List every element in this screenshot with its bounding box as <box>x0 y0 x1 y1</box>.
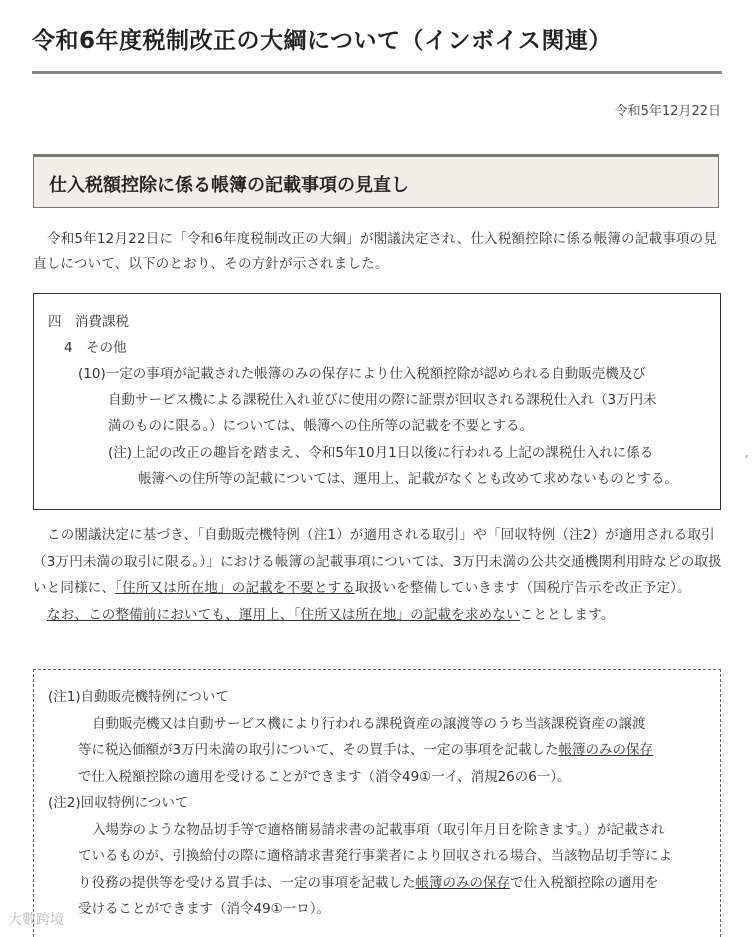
note-text: 等に税込価額が3万円未満の取引について、その買手は、一定の事項を記載した <box>78 742 559 758</box>
section-header <box>33 154 719 208</box>
explanation-body <box>33 522 723 628</box>
excerpt-line: 四 消費課税 <box>48 314 129 330</box>
note-text: り役務の提供等を受ける買手は、一定の事項を記載した <box>78 875 416 891</box>
note-line: で仕入税額控除の適用を受けることができます（消令49①一イ、消規26の6一）。 <box>78 769 571 785</box>
note-line <box>78 870 659 897</box>
tax-outline-excerpt <box>33 293 721 510</box>
note-line: ているものが、引換給付の際に適格請求書発行事業者により回収される場合、当該物品切手等によ <box>78 848 672 864</box>
excerpt-line: 4 その他 <box>64 340 127 356</box>
note-line: 自動販売機又は自動サービス機により行われる課税資産の譲渡等のうち当該課税資産の譲渡 <box>92 716 646 732</box>
paragraph-text: この閣議決定に基づき、「自動販売機特例（注1）が適用される取引」や「回収特例（注2）が適用される取引（3万円未満の取引に限る。）」における帳簿の記載事項については、3万円未満の公共交通機関利用時などの取扱いと同様に、 <box>33 527 722 596</box>
excerpt-line: 満のものに限る。）については、帳簿への住所等の記載を不要とする。 <box>108 418 533 434</box>
underlined-text: 「住所又は所在地」の記載を不要とする <box>115 580 356 596</box>
note-line: 受けることができます（消令49①一ロ）。 <box>78 901 331 917</box>
excerpt-line: (10)一定の事項が記載された帳簿のみの保存により仕入税額控除が認められる自動販売機及び <box>78 366 646 382</box>
explanation-paragraph <box>33 602 723 629</box>
notes-box <box>33 669 721 937</box>
title-divider <box>32 71 722 74</box>
publish-date: 令和5年12月22日 <box>614 104 721 119</box>
paragraph-text: 取扱いを整備していきます（国税庁告示を改正予定）。 <box>355 580 691 596</box>
underlined-text: 帳簿のみの保存 <box>415 875 510 891</box>
excerpt-line: (注)上記の改正の趣旨を踏まえ、令和5年10月1日以後に行われる上記の課税仕入れに係る <box>108 445 654 461</box>
excerpt-line: 帳簿への住所等の記載については、運用上、記載がなくとも改めて求めないものとする。 <box>138 471 678 487</box>
note-line <box>78 737 653 764</box>
underlined-text: なお、この整備前においても、運用上、「住所又は所在地」の記載を求めない <box>47 606 520 623</box>
note-title: (注1)自動販売機特例について <box>48 689 229 705</box>
note-line: 入場券のような物品切手等で適格簡易請求書の記載事項（取引年月日を除きます。）が記載され <box>92 822 665 838</box>
intro-paragraph: 令和5年12月22日に「令和6年度税制改正の大綱」が閣議決定され、仕入税額控除に係る帳簿の記載事項の見直しについて、以下のとおり、その方針が示されました。 <box>33 231 718 272</box>
page-title: 令和6年度税制改正の大綱について（インボイス関連） <box>32 28 612 54</box>
explanation-paragraph <box>33 522 723 602</box>
section-heading: 仕入税額控除に係る帳簿の記載事項の見直し <box>49 175 409 196</box>
note-text: で仕入税額控除の適用を <box>510 875 659 891</box>
excerpt-line: 自動サービス機による課税仕入れ並びに使用の際に証票が回収される課税仕入れ（3万円未 <box>108 392 657 408</box>
edge-mark <box>745 455 748 458</box>
paragraph-text: こととします。 <box>519 606 615 623</box>
note-title: (注2)回収特例について <box>48 795 189 811</box>
underlined-text: 帳簿のみの保存 <box>558 742 654 758</box>
watermark: 大數跨境 <box>8 912 64 928</box>
